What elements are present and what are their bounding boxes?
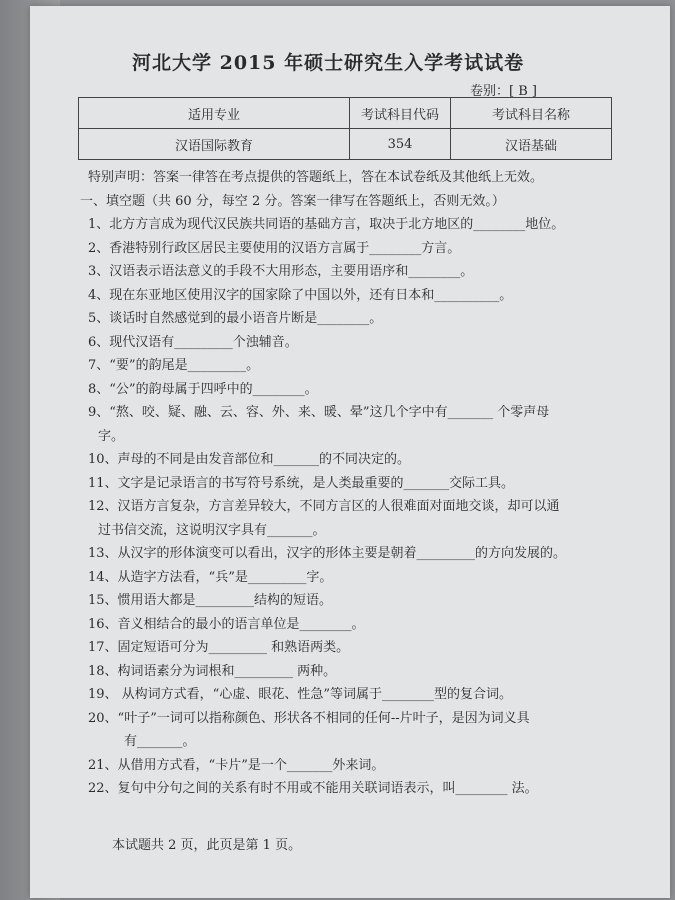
value-subject-name: 汉语基础 (451, 129, 612, 160)
exam-title: 河北大学 2015 年硕士研究生入学考试试卷 (132, 52, 525, 74)
paper-type-label: 卷别：[ B ] (470, 84, 537, 99)
question-20: 20、“叶子”一词可以指称颜色、形状各不相同的任何--片叶子，是因为词义具 (88, 710, 530, 726)
question-5: 5、谈话时自然感觉到的最小语音片断是________。 (88, 311, 383, 326)
question-10: 10、声母的不同是由发音部位和_______的不同决定的。 (88, 452, 411, 467)
question-7: 7、“要”的韵尾是_________。 (88, 358, 260, 373)
question-13: 13、从汉字的形体演变可以看出，汉字的形体主要是朝着_________的方向发展的。 (88, 546, 567, 561)
question-20-continued: 有_______。 (124, 734, 196, 749)
question-8: 8、“公”的韵母属于四呼中的________。 (88, 381, 318, 397)
section-title: 一、填空题（共 60 分，每空 2 分。答案一律写在答题纸上，否则无效。） (80, 193, 505, 209)
question-18: 18、构词语素分为词根和_________ 两种。 (88, 663, 337, 679)
question-6: 6、现代汉语有_________个浊辅音。 (88, 334, 298, 350)
question-2: 2、香港特别行政区居民主要使用的汉语方言属于________方言。 (88, 240, 461, 256)
question-12: 12、汉语方言复杂，方言差异较大，不同方言区的人很难面对面地交谈，却可以通 (88, 499, 560, 514)
question-21: 21、从借用方式看，“卡片”是一个_______外来词。 (88, 757, 385, 773)
question-17: 17、固定短语可分为_________ 和熟语两类。 (88, 640, 350, 655)
exam-body (80, 166, 616, 801)
question-16: 16、音义相结合的最小的语言单位是________。 (88, 616, 365, 632)
question-15: 15、惯用语大都是_________结构的短语。 (88, 593, 333, 608)
header-subject-name: 考试科目名称 (451, 98, 612, 129)
question-3: 3、汉语表示语法意义的手段不大用形态，主要用语序和________。 (88, 264, 474, 279)
header-subject-code: 考试科目代码 (350, 98, 451, 129)
page-footer: 本试题共 2 页，此页是第 1 页。 (112, 838, 302, 853)
info-value-row (79, 129, 612, 160)
value-subject-code: 354 (350, 129, 451, 160)
value-major: 汉语国际教育 (79, 129, 350, 160)
question-14: 14、从造字方法看，“兵”是_________字。 (88, 569, 333, 585)
question-22: 22、复句中分句之间的关系有时不用或不能用关联词语表示，叫________ 法。 (88, 781, 538, 796)
special-notice: 特别声明：答案一律答在考点提供的答题纸上，答在本试卷纸及其他纸上无效。 (88, 170, 544, 185)
question-9-continued: 字。 (98, 428, 125, 444)
question-4: 4、现在东亚地区使用汉字的国家除了中国以外，还有日本和__________。 (88, 287, 513, 303)
question-12-continued: 过书信交流，这说明汉字具有_______。 (98, 522, 326, 538)
question-1: 1、北方方言成为现代汉民族共同语的基础方言，取决于北方地区的________地位。 (88, 217, 565, 232)
header-major: 适用专业 (79, 98, 350, 129)
question-19: 19、 从构词方式看，“心虚、眼花、性急”等词属于________型的复合词。 (88, 687, 512, 702)
info-header-row (79, 98, 612, 129)
exam-info-table (78, 97, 612, 160)
question-9: 9、“熬、咬、疑、融、云、容、外、来、暖、晕”这几个字中有_______ 个零声母 (88, 405, 550, 420)
question-11: 11、文字是记录语言的书写符号系统，是人类最重要的_______交际工具。 (88, 475, 515, 491)
